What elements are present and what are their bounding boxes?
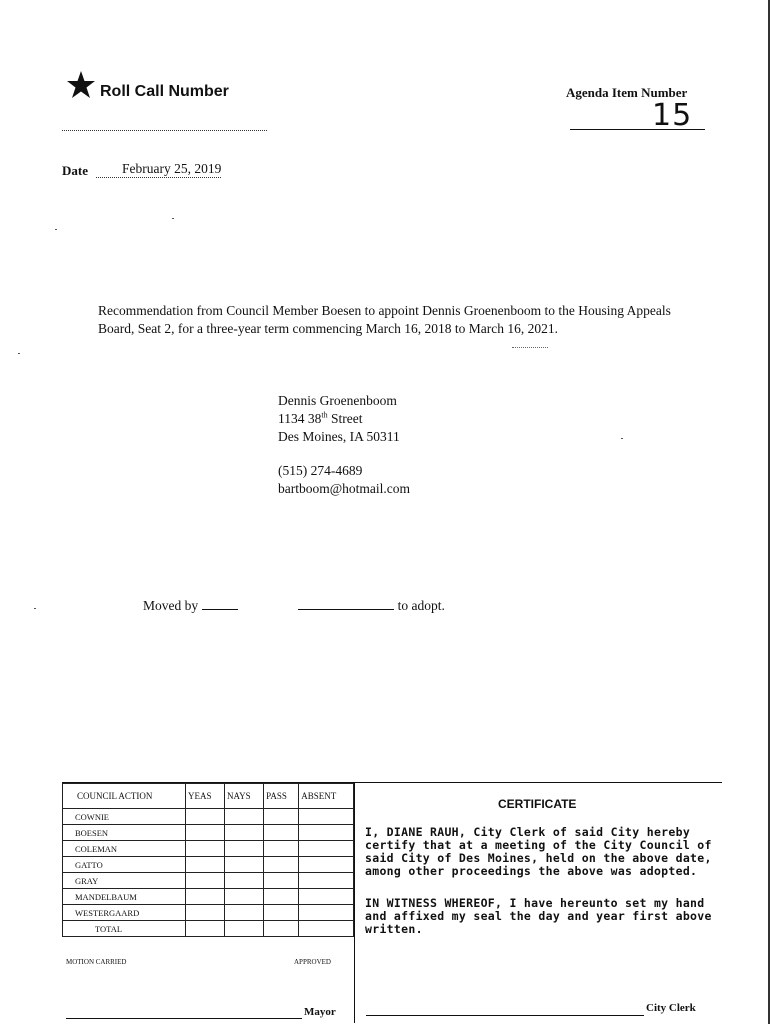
street-suffix: th (321, 410, 328, 420)
vote-cell (186, 921, 225, 937)
vote-cell (186, 841, 225, 857)
certificate-body: I, DIANE RAUH, City Clerk of said City hereby certify that at a meeting of the City Council of said City of Des Moines, held on the above date, among other proceedings the above was adopted. (365, 825, 712, 878)
member-name: BOESEN (63, 825, 186, 841)
vote-cell (224, 873, 263, 889)
member-name: GATTO (63, 857, 186, 873)
mayor-signature-line (66, 1018, 302, 1019)
vote-cell (224, 889, 263, 905)
roll-call-label: Roll Call Number (100, 83, 229, 100)
motion-line (143, 597, 445, 614)
vote-cell (264, 841, 299, 857)
member-name: GRAY (63, 873, 186, 889)
dotted-mark (512, 347, 548, 348)
table-row (63, 857, 354, 873)
certificate-witness: IN WITNESS WHEREOF, I have hereunto set my hand and affixed my seal the day and year first above written. (365, 896, 712, 936)
council-table (62, 783, 354, 937)
certificate-title: CERTIFICATE (498, 797, 577, 811)
star-icon (66, 70, 96, 100)
table-row (63, 905, 354, 921)
table-row (63, 809, 354, 825)
header-absent: ABSENT (299, 784, 354, 809)
vote-cell (224, 921, 263, 937)
seconded-blank (298, 597, 394, 610)
vote-cell (264, 873, 299, 889)
vote-cell (299, 921, 354, 937)
mayor-label: Mayor (304, 1006, 336, 1018)
agenda-item-label: Agenda Item Number (566, 85, 688, 100)
moved-by-label: Moved by (143, 598, 199, 613)
member-name: MANDELBAUM (63, 889, 186, 905)
vote-cell (224, 905, 263, 921)
vote-cell (186, 857, 225, 873)
header-council-action: COUNCIL ACTION (63, 784, 186, 809)
vote-cell (264, 809, 299, 825)
total-row (63, 921, 354, 937)
total-label: TOTAL (63, 921, 186, 937)
agenda-item-number: 15 (652, 98, 693, 133)
agenda-item-line (570, 129, 705, 130)
vote-cell (264, 905, 299, 921)
contact-phone: (515) 274-4689 (278, 463, 363, 478)
header-nays: NAYS (224, 784, 263, 809)
vote-cell (299, 873, 354, 889)
recommendation-text: Recommendation from Council Member Boesen to appoint Dennis Groenenboom to the Housing Appeals Board, Seat 2, for a three-year term commencing March 16, 2018 to March 16, 2021. (98, 303, 671, 336)
vote-cell (299, 825, 354, 841)
header-pass: PASS (264, 784, 299, 809)
vote-cell (186, 809, 225, 825)
scan-speck (34, 608, 36, 609)
vote-cell (299, 809, 354, 825)
street-name: Street (327, 411, 363, 426)
vote-cell (299, 889, 354, 905)
contact-city: Des Moines, IA 50311 (278, 429, 400, 444)
city-clerk-label: City Clerk (646, 1002, 696, 1014)
vote-cell (264, 825, 299, 841)
vote-cell (299, 905, 354, 921)
date-value: February 25, 2019 (96, 161, 221, 178)
scan-speck (55, 229, 57, 230)
approved-label: APPROVED (294, 958, 331, 966)
table-row (63, 841, 354, 857)
date-label: Date (62, 163, 88, 178)
vote-cell (224, 841, 263, 857)
vote-cell (224, 825, 263, 841)
vote-cell (224, 857, 263, 873)
scan-speck (172, 218, 174, 219)
table-row (63, 825, 354, 841)
table-header-row (63, 784, 354, 809)
contact-email: bartboom@hotmail.com (278, 481, 411, 496)
roll-call-number-line (62, 130, 267, 131)
vote-cell (264, 921, 299, 937)
vote-cell (186, 905, 225, 921)
street-number: 1134 38 (278, 411, 322, 426)
vote-cell (224, 809, 263, 825)
member-name: COWNIE (63, 809, 186, 825)
member-name: WESTERGAARD (63, 905, 186, 921)
contact-name: Dennis Groenenboom (278, 393, 397, 408)
clerk-signature-line (366, 1015, 644, 1016)
scan-speck (18, 353, 20, 354)
motion-carried-label: MOTION CARRIED (66, 958, 127, 966)
vote-cell (299, 841, 354, 857)
vote-cell (186, 889, 225, 905)
vote-cell (299, 857, 354, 873)
contact-street (278, 410, 362, 428)
header-yeas: YEAS (186, 784, 225, 809)
vote-cell (186, 873, 225, 889)
scan-speck (621, 438, 623, 439)
vote-cell (264, 857, 299, 873)
table-row (63, 889, 354, 905)
vertical-divider (354, 783, 355, 1023)
moved-by-blank (202, 597, 238, 610)
table-row (63, 873, 354, 889)
member-name: COLEMAN (63, 841, 186, 857)
council-action-table (62, 783, 354, 937)
vote-cell (264, 889, 299, 905)
to-adopt-label: to adopt. (397, 598, 445, 613)
vote-cell (186, 825, 225, 841)
